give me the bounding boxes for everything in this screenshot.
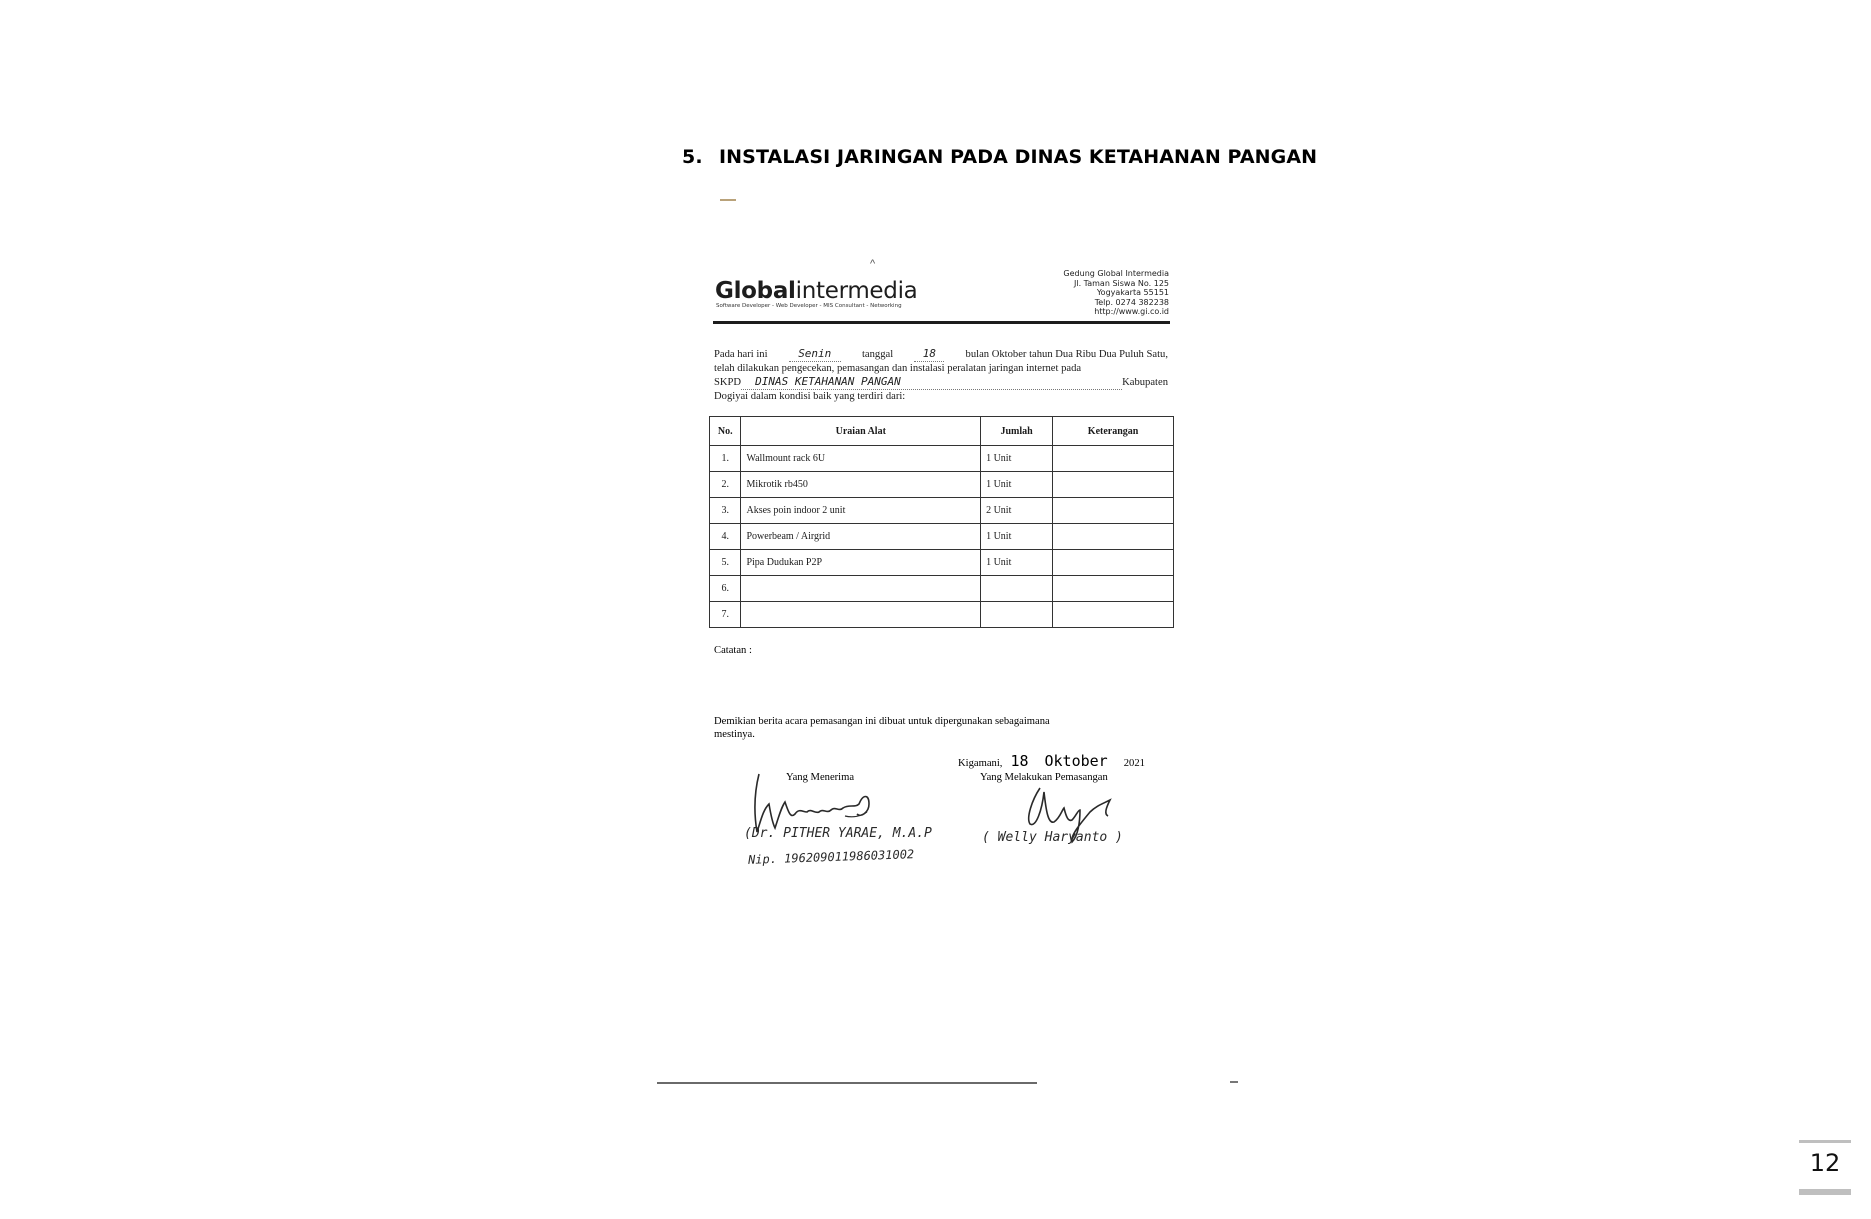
table-row bbox=[710, 550, 1174, 576]
cell-qty: 1 Unit bbox=[981, 472, 1053, 498]
place-date bbox=[958, 752, 1145, 770]
address-line: Telp. 0274 382238 bbox=[1094, 297, 1169, 307]
cell-note bbox=[1053, 550, 1174, 576]
scan-artifact bbox=[720, 199, 736, 201]
cell-desc bbox=[741, 602, 981, 628]
table-row bbox=[710, 602, 1174, 628]
letterhead-rule bbox=[713, 321, 1170, 324]
logo-light-text: intermedia bbox=[795, 278, 918, 304]
installer-title: Yang Melakukan Pemasangan bbox=[980, 772, 1108, 783]
installer-name: ( Welly Haryanto ) bbox=[982, 830, 1123, 845]
cell-note bbox=[1053, 472, 1174, 498]
table-row bbox=[710, 524, 1174, 550]
column-header-uraian: Uraian Alat bbox=[741, 417, 981, 446]
cell-note bbox=[1053, 602, 1174, 628]
cell-desc: Akses poin indoor 2 unit bbox=[741, 498, 981, 524]
closing-paragraph bbox=[714, 715, 1168, 741]
receiver-title: Yang Menerima bbox=[786, 772, 855, 783]
address-line: http://www.gi.co.id bbox=[1094, 307, 1169, 317]
handwritten-date: 18 bbox=[914, 347, 944, 362]
page-number-box bbox=[1799, 1140, 1851, 1195]
address-line: Jl. Taman Siswa No. 125 bbox=[1074, 278, 1169, 288]
intro-line-2 bbox=[714, 362, 1168, 376]
company-logo bbox=[715, 278, 917, 304]
section-number: 5. bbox=[682, 146, 703, 168]
section-heading bbox=[682, 146, 1317, 168]
table-row bbox=[710, 576, 1174, 602]
column-header-jumlah: Jumlah bbox=[981, 417, 1053, 446]
table-row bbox=[710, 472, 1174, 498]
notes-label: Catatan : bbox=[714, 645, 752, 656]
table-header-row bbox=[710, 417, 1174, 446]
cell-desc: Wallmount rack 6U bbox=[741, 446, 981, 472]
scan-artifact-caret: ^ bbox=[870, 258, 876, 270]
handwritten-skpd: DINAS KETAHANAN PANGAN bbox=[741, 375, 1122, 390]
cell-qty bbox=[981, 602, 1053, 628]
column-header-no: No. bbox=[710, 417, 741, 446]
intro-text: Dogiyai dalam kondisi baik yang terdiri dari: bbox=[714, 390, 906, 402]
cell-desc: Powerbeam / Airgrid bbox=[741, 524, 981, 550]
kabupaten-label: Kabupaten bbox=[1122, 377, 1168, 389]
cell-no: 5. bbox=[710, 550, 741, 576]
intro-line-4 bbox=[714, 390, 1168, 404]
column-header-keterangan: Keterangan bbox=[1053, 417, 1174, 446]
cell-note bbox=[1053, 446, 1174, 472]
table-row bbox=[710, 498, 1174, 524]
cell-desc bbox=[741, 576, 981, 602]
signing-year: 2021 bbox=[1123, 758, 1145, 769]
closing-line: mestinya. bbox=[714, 729, 755, 740]
cell-qty: 1 Unit bbox=[981, 550, 1053, 576]
cell-note bbox=[1053, 498, 1174, 524]
scan-edge bbox=[657, 1082, 1037, 1084]
cell-no: 7. bbox=[710, 602, 741, 628]
cell-desc: Pipa Dudukan P2P bbox=[741, 550, 981, 576]
table-row bbox=[710, 446, 1174, 472]
section-title: INSTALASI JARINGAN PADA DINAS KETAHANAN PANGAN bbox=[719, 146, 1318, 168]
cell-qty: 1 Unit bbox=[981, 524, 1053, 550]
cell-no: 1. bbox=[710, 446, 741, 472]
address-line: Gedung Global Intermedia bbox=[1063, 269, 1169, 278]
handwritten-day: Senin bbox=[789, 347, 841, 362]
intro-text: tanggal bbox=[861, 349, 894, 360]
handwritten-sign-month: Oktober bbox=[1044, 752, 1108, 770]
logo-bold-text: Global bbox=[715, 278, 796, 304]
address-line: Yogyakarta 55151 bbox=[1096, 288, 1169, 298]
cell-no: 2. bbox=[710, 472, 741, 498]
intro-line-1 bbox=[714, 347, 1168, 362]
signing-place: Kigamani, bbox=[958, 758, 1003, 769]
handwritten-sign-day: 18 bbox=[1010, 752, 1029, 770]
cell-no: 4. bbox=[710, 524, 741, 550]
receiver-nip: Nip. 196209011986031002 bbox=[747, 847, 915, 867]
closing-line: Demikian berita acara pemasangan ini dibuat untuk dipergunakan sebagaimana bbox=[714, 716, 1050, 727]
scan-artifact bbox=[1230, 1081, 1238, 1083]
intro-text: bulan Oktober tahun Dua Ribu Dua Puluh Satu, bbox=[965, 349, 1168, 360]
receiver-name-text: PITHER YARAE, M.A.P bbox=[783, 826, 932, 841]
cell-qty: 1 Unit bbox=[981, 446, 1053, 472]
page-number: 12 bbox=[1809, 1149, 1841, 1177]
intro-paragraph bbox=[714, 347, 1168, 403]
cell-qty bbox=[981, 576, 1053, 602]
logo-tagline: Software Developer - Web Developer - MIS Consultant - Networking bbox=[716, 303, 902, 309]
cell-note bbox=[1053, 524, 1174, 550]
skpd-label: SKPD bbox=[714, 377, 742, 389]
cell-desc: Mikrotik rb450 bbox=[741, 472, 981, 498]
cell-note bbox=[1053, 576, 1174, 602]
intro-text: telah dilakukan pengecekan, pemasangan dan instalasi peralatan jaringan internet pada bbox=[714, 362, 1082, 374]
cell-no: 6. bbox=[710, 576, 741, 602]
equipment-table bbox=[709, 416, 1174, 628]
receiver-name bbox=[744, 826, 932, 841]
intro-line-3 bbox=[714, 375, 1168, 390]
intro-text: Pada hari ini bbox=[714, 349, 768, 360]
cell-no: 3. bbox=[710, 498, 741, 524]
company-address bbox=[1063, 269, 1169, 317]
cell-qty: 2 Unit bbox=[981, 498, 1053, 524]
receiver-prefix: (Dr. bbox=[744, 826, 776, 841]
